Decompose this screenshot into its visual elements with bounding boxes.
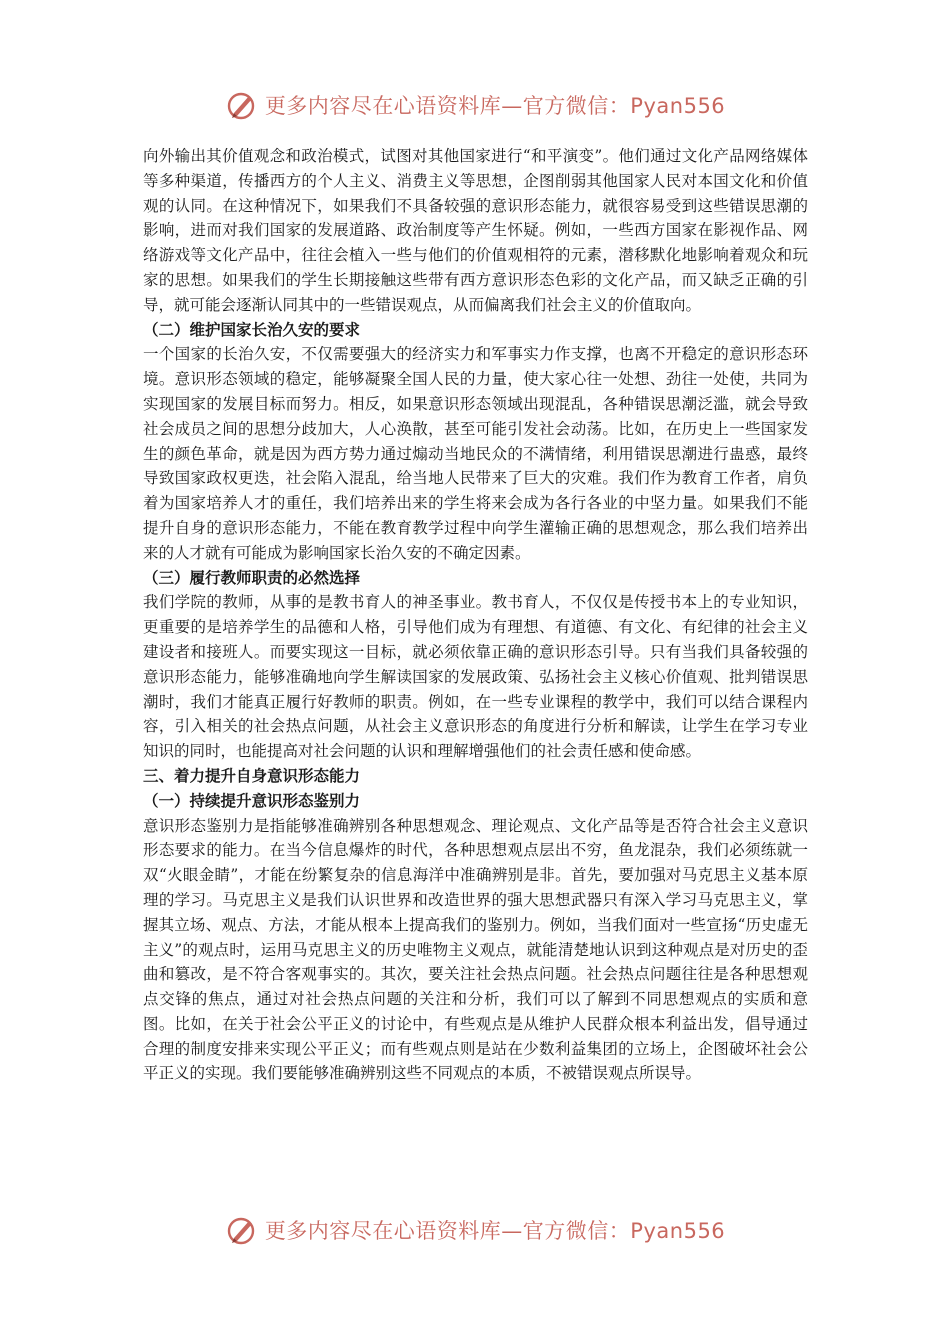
pen-circle-icon: [225, 1214, 257, 1246]
section-heading: 三、着力提升自身意识形态能力: [143, 766, 361, 785]
pen-circle-icon: [225, 89, 257, 121]
section-heading: （三）履行教师职责的必然选择: [143, 568, 361, 587]
body-paragraph: 意识形态鉴别力是指能够准确辨别各种思想观念、理论观点、文化产品等是否符合社会主义意识形态要求的能力。在当今信息爆炸的时代，各种思想观点层出不穷，鱼龙混杂，我们必须练就一双“火眼金睛”，才能在纷繁复杂的信息海洋中准确辨别是非。首先，要加强对马克思主义基本原理的学习。马克思主义是我们认识世界和改造世界的强大思想武器只有深入学习马克思主义，掌握其立场、观点、方法，才能从根本上提高我们的鉴别力。例如，当我们面对一些宣扬“历史虚无主义”的观点时，运用马克思主义的历史唯物主义观点，就能清楚地认识到这种观点是对历史的歪曲和篡改，是不符合客观事实的。其次，要关注社会热点问题。社会热点问题往往是各种思想观点交锋的焦点，通过对社会热点问题的关注和分析，我们可以了解到不同思想观点的实质和意图。比如，在关于社会公平正义的讨论中，有些观点是从维护人民群众根本利益出发，倡导通过合理的制度安排来实现公平正义；而有些观点则是站在少数利益集团的立场上，企图破坏社会公平正义的实现。我们要能够准确辨别这些不同观点的本质，不被错误观点所误导。: [143, 816, 808, 1083]
footer-banner-text: 更多内容尽在心语资料库—官方微信：Pyan556: [264, 1219, 726, 1243]
body-paragraph: 我们学院的教师，从事的是教书育人的神圣事业。教书育人，不仅仅是传授书本上的专业知识，更重要的是培养学生的品德和人格，引导他们成为有理想、有道德、有文化、有纪律的社会主义建设者和接班人。而要实现这一目标，就必须依靠正确的意识形态引导。只有当我们具备较强的意识形态能力，能够准确地向学生解读国家的发展政策、弘扬社会主义核心价值观、批判错误思潮时，我们才能真正履行好教师的职责。例如，在一些专业课程的教学中，我们可以结合课程内容，引入相关的社会热点问题，从社会主义意识形态的角度进行分析和解读，让学生在学习专业知识的同时，也能提高对社会问题的认识和理解增强他们的社会责任感和使命感。: [143, 593, 808, 761]
section-heading: （二）维护国家长治久安的要求: [143, 320, 361, 339]
header-banner: [0, 85, 950, 125]
header-banner-text: 更多内容尽在心语资料库—官方微信：Pyan556: [264, 94, 726, 118]
body-paragraph: 一个国家的长治久安，不仅需要强大的经济实力和军事实力作支撑，也离不开稳定的意识形态环境。意识形态领域的稳定，能够凝聚全国人民的力量，使大家心往一处想、劲往一处使，共同为实现国家的发展目标而努力。相反，如果意识形态领域出现混乱，各种错误思潮泛滥，就会导致社会成员之间的思想分歧加大，人心涣散，甚至可能引发社会动荡。比如，在历史上一些国家发生的颜色革命，就是因为西方势力通过煽动当地民众的不满情绪，利用错误思潮进行蛊惑，最终导致国家政权更迭，社会陷入混乱，给当地人民带来了巨大的灾难。我们作为教育工作者，肩负着为国家培养人才的重任，我们培养出来的学生将来会成为各行各业的中坚力量。如果我们不能提升自身的意识形态能力，不能在教育教学过程中向学生灌输正确的思想观念，那么我们培养出来的人才就有可能成为影响国家长治久安的不确定因素。: [143, 345, 808, 562]
body-paragraph: 向外输出其价值观念和政治模式，试图对其他国家进行“和平演变”。他们通过文化产品网络媒体等多种渠道，传播西方的个人主义、消费主义等思想，企图削弱其他国家人民对本国文化和价值观的认同。在这种情况下，如果我们不具备较强的意识形态能力，就很容易受到这些错误思潮的影响，进而对我们国家的发展道路、政治制度等产生怀疑。例如，一些西方国家在影视作品、网络游戏等文化产品中，往往会植入一些与他们的价值观相符的元素，潜移默化地影响着观众和玩家的思想。如果我们的学生长期接触这些带有西方意识形态色彩的文化产品，而又缺乏正确的引导，就可能会逐渐认同其中的一些错误观点，从而偏离我们社会主义的价值取向。: [143, 147, 808, 314]
footer-banner: [0, 1210, 950, 1250]
document-body: [143, 144, 808, 1086]
section-heading: （一）持续提升意识形态鉴别力: [143, 791, 361, 810]
